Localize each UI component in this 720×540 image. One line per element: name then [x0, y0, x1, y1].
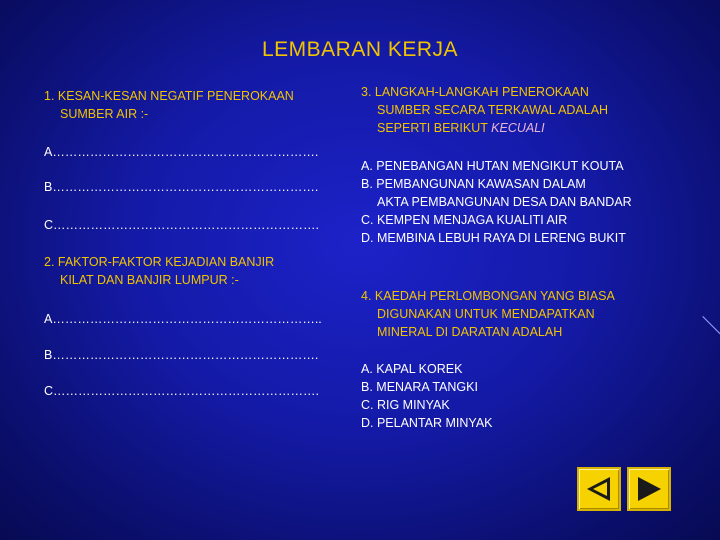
question-1-line-1: 1. KESAN-KESAN NEGATIF PENEROKAAN: [44, 89, 294, 103]
option-4a[interactable]: A. KAPAL KOREK: [361, 362, 463, 376]
question-4-line-2: DIGUNAKAN UNTUK MENDAPATKAN: [377, 307, 595, 321]
question-3-line-1: 3. LANGKAH-LANGKAH PENEROKAAN: [361, 85, 589, 99]
question-2-line-2: KILAT DAN BANJIR LUMPUR :-: [60, 273, 239, 287]
option-4c[interactable]: C. RIG MINYAK: [361, 398, 450, 412]
question-3-options: [361, 157, 632, 247]
question-3-line-3-text: SEPERTI BERIKUT: [377, 121, 492, 135]
question-2: [44, 253, 274, 289]
question-4-options: [361, 360, 493, 432]
question-2-line-1: 2. FAKTOR-FAKTOR KEJADIAN BANJIR: [44, 255, 275, 269]
kecuali-emphasis: KECUALI: [491, 121, 545, 135]
page-title: LEMBARAN KERJA: [261, 38, 459, 61]
next-arrow-icon: [633, 473, 665, 505]
previous-arrow-icon: [583, 473, 615, 505]
answer-blank-2c[interactable]: C……………………………………………………….: [44, 384, 319, 398]
option-4b[interactable]: B. MENARA TANGKI: [361, 380, 478, 394]
question-1: [44, 87, 294, 123]
option-3d[interactable]: D. MEMBINA LEBUH RAYA DI LERENG BUKIT: [361, 231, 626, 245]
question-4-line-1: 4. KAEDAH PERLOMBONGAN YANG BIASA: [361, 289, 615, 303]
option-3b[interactable]: B. PEMBANGUNAN KAWASAN DALAM: [361, 177, 586, 191]
option-3b-continued[interactable]: AKTA PEMBANGUNAN DESA DAN BANDAR: [377, 195, 632, 209]
question-1-line-2: SUMBER AIR :-: [60, 107, 149, 121]
previous-slide-button[interactable]: [577, 467, 621, 511]
option-3c[interactable]: C. KEMPEN MENJAGA KUALITI AIR: [361, 213, 568, 227]
question-4-line-3: MINERAL DI DARATAN ADALAH: [377, 325, 563, 339]
option-4d[interactable]: D. PELANTAR MINYAK: [361, 416, 493, 430]
answer-blank-2a[interactable]: A………………………………………………………..: [44, 312, 322, 326]
answer-blank-2b[interactable]: B……………………………………………………….: [44, 348, 319, 362]
next-slide-button[interactable]: [627, 467, 671, 511]
answer-blank-1a[interactable]: A……………………………………………………….: [44, 145, 319, 159]
question-4: [361, 287, 615, 341]
question-3-line-2: SUMBER SECARA TERKAWAL ADALAH: [377, 103, 609, 117]
answer-blank-1c[interactable]: C……………………………………………………….: [44, 218, 319, 232]
question-3-line-3: [361, 119, 608, 137]
option-3a[interactable]: A. PENEBANGAN HUTAN MENGIKUT KOUTA: [361, 159, 624, 173]
decorative-line: [702, 316, 720, 341]
question-3: [361, 83, 608, 137]
answer-blank-1b[interactable]: B……………………………………………………….: [44, 180, 319, 194]
